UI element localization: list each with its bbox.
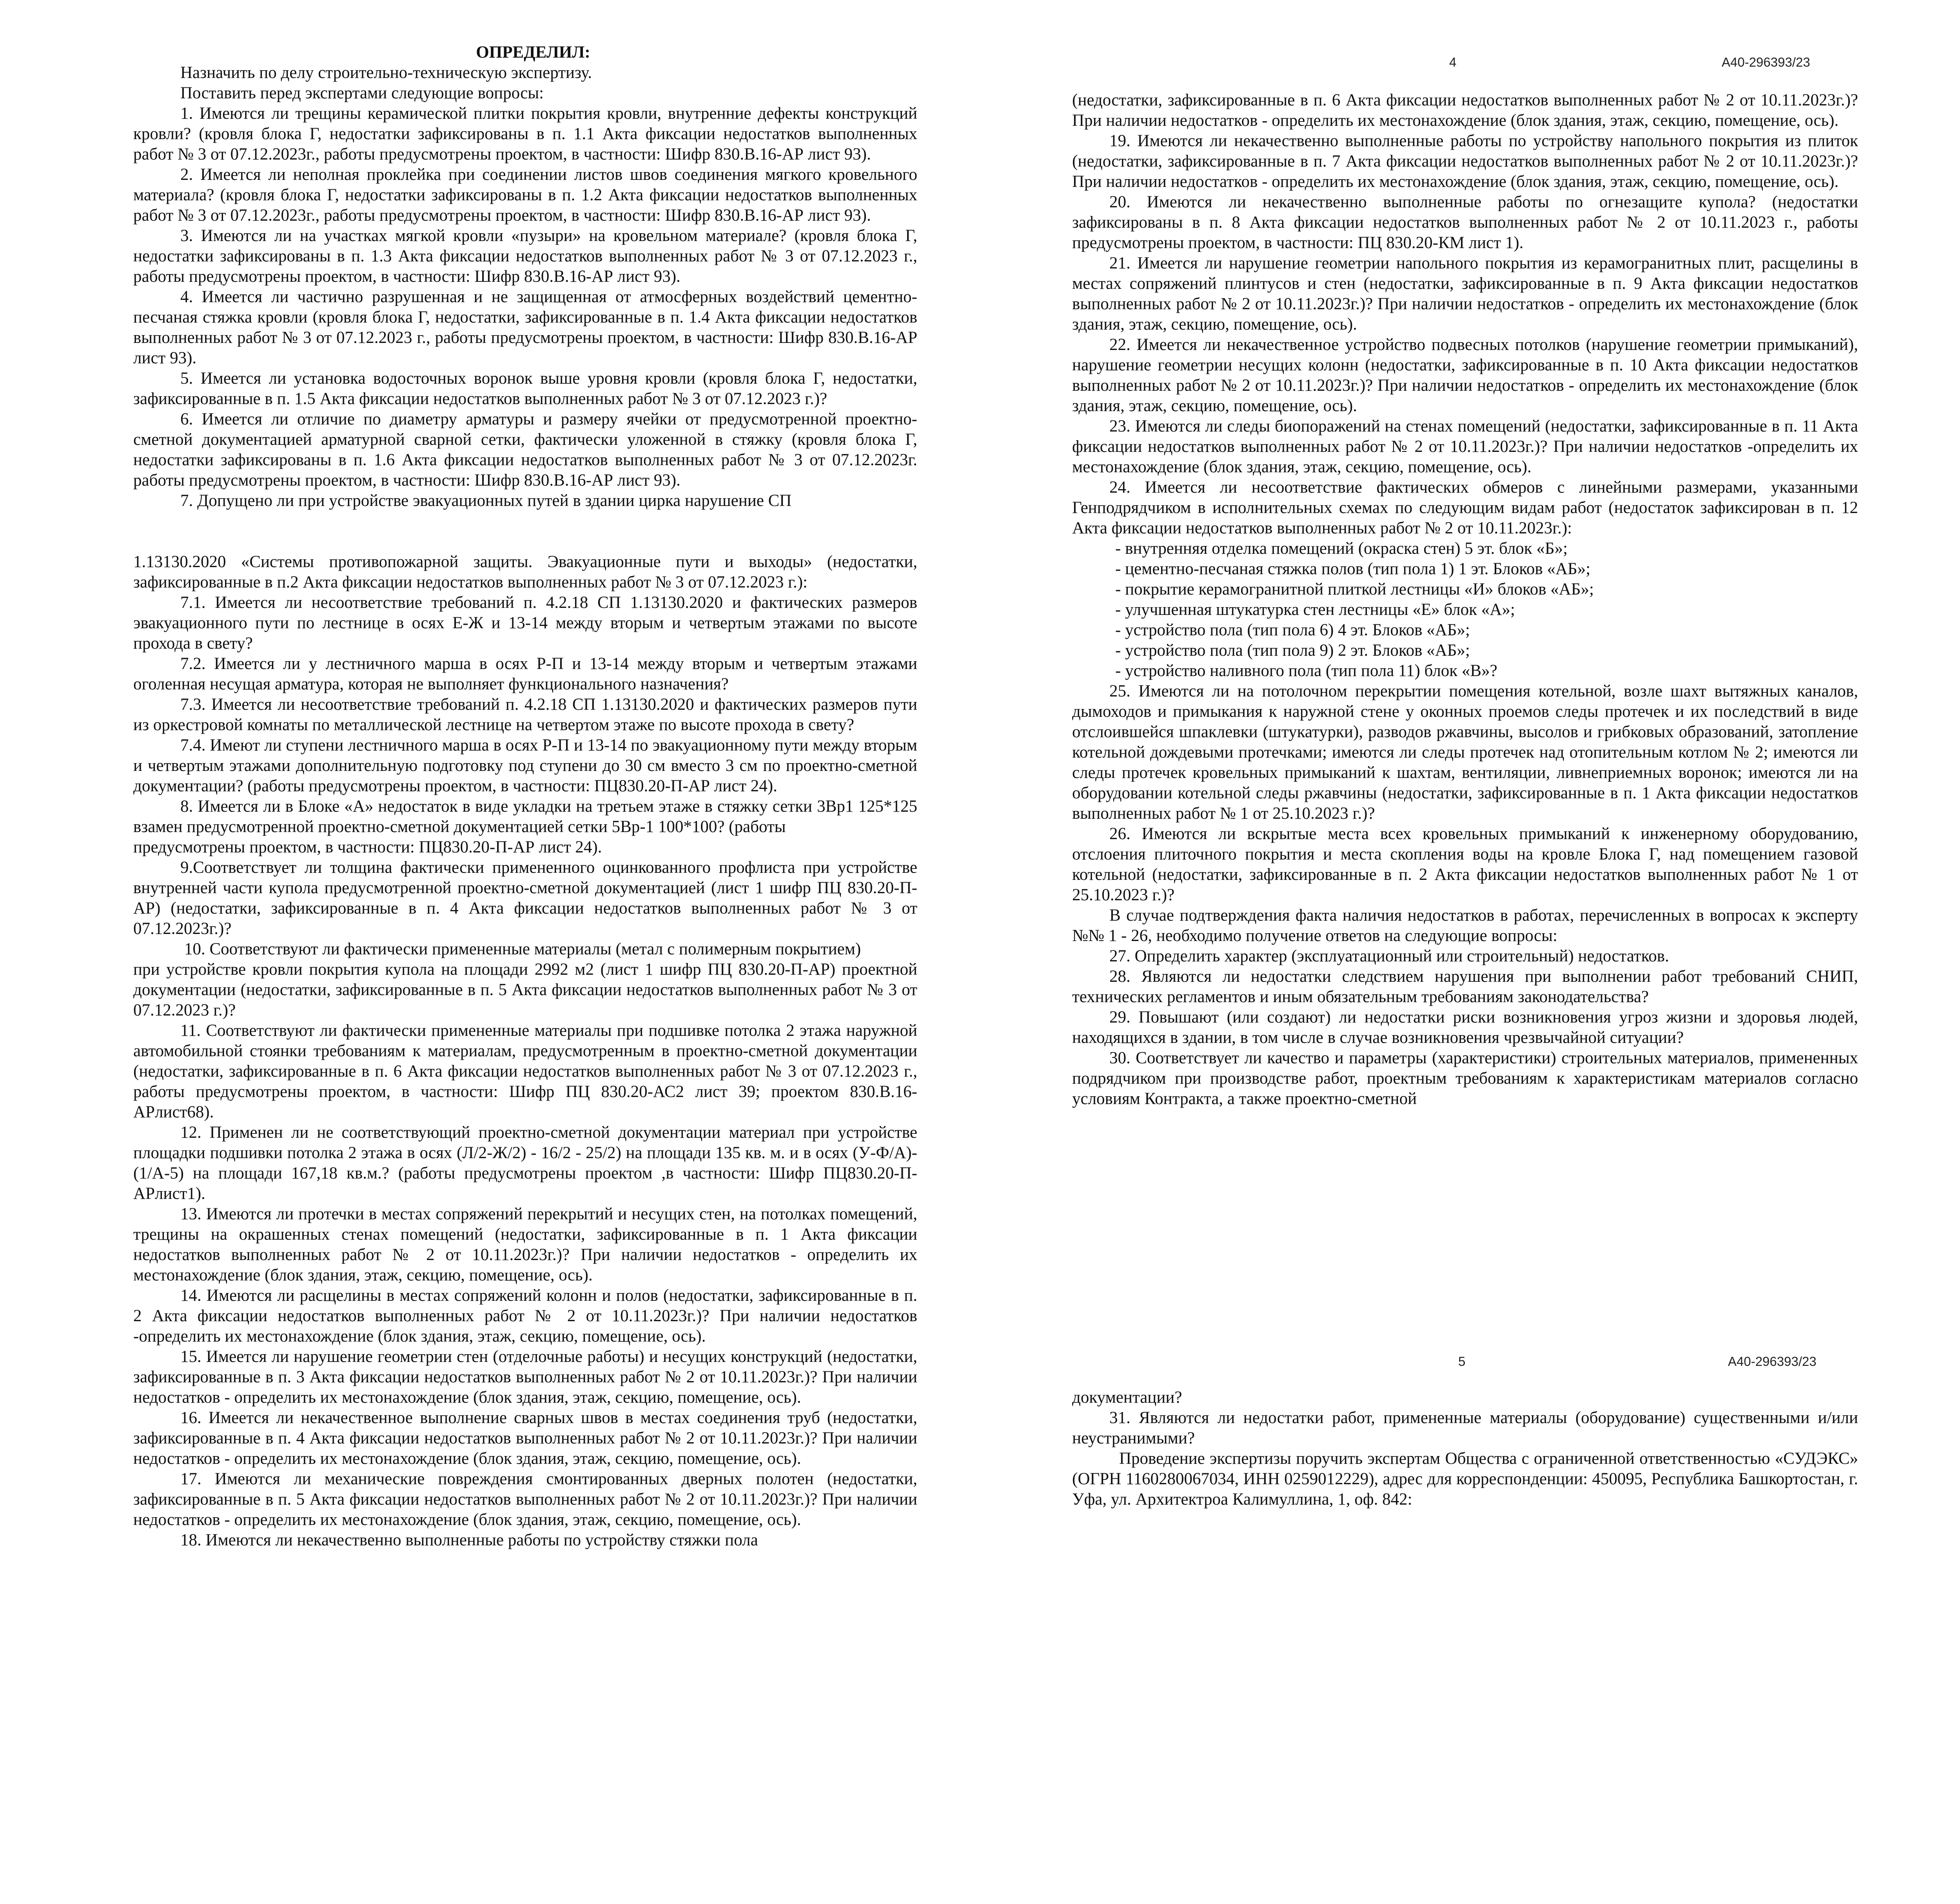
case-number: А40-296393/23 xyxy=(1722,55,1810,69)
question-9: 9.Соответствует ли толщина фактически примененного оцинкованного профлиста при устройстве внутренней части купола предусмотренной проектно-сметной документацией (лист 1 шифр ПЦ 830.20-П-АР) (недостатки, зафиксированные в п. 4 Акта фиксации недостатков выполненных работ № 3 от 07.12.2023г.)? xyxy=(133,858,917,938)
question-18: 18. Имеются ли некачественно выполненные работы по устройству стяжки пола xyxy=(180,1531,758,1549)
page-number: 4 xyxy=(1449,55,1457,69)
question-5: 5. Имеется ли установка водосточных воронок выше уровня кровли (кровля блока Г, недостатки, зафиксированные в п. 1.5 Акта фиксации недостатков выполненных работ № 3 от 07.12.2023 г.)? xyxy=(133,369,917,408)
list-item: - внутренняя отделка помещений (окраска стен) 5 эт. блок «Б»; xyxy=(1115,539,1568,558)
question-7-3: 7.3. Имеется ли несоответствие требований п. 4.2.18 СП 1.13130.2020 и фактических размеров пути из оркестровой комнаты по металлической лестнице на четвертом этаже по высоте прохода в свету? xyxy=(133,695,917,734)
question-1: 1. Имеются ли трещины керамической плитки покрытия кровли, внутренние дефекты конструкций кровли? (кровля блока Г, недостатки зафиксированы в п. 1.1 Акта фиксации недостатков выполненных работ № 3 от 07.12.2023г., работы предусмотрены проектом, в частности: Шифр 830.В.16-АР лист 93). xyxy=(133,104,917,163)
question-31: 31. Являются ли недостатки работ, примененные материалы (оборудование) существенными и/или неустранимыми? xyxy=(1072,1409,1858,1447)
list-item: - устройство пола (тип пола 6) 4 эт. Блоков «АБ»; xyxy=(1115,621,1470,639)
question-27: 27. Определить характер (эксплуатационный или строительный) недостатков. xyxy=(1109,947,1669,965)
section-heading: ОПРЕДЕЛИЛ: xyxy=(476,43,590,62)
question-11: 11. Соответствуют ли фактически примененные материалы при подшивке потолка 2 этажа наружной автомобильной стоянки требованиям к материалам, предусмотренным в проектно-сметной документации (недостатки, зафиксированные в п. 6 Акта фиксации недостатков выполненных работ № 3 от 07.12.2023 г., работы предусмотрены проектом, в частности: Шифр ПЦ 830.20-АС2 лист 39; проектом 830.В.16-АРлист68). xyxy=(133,1021,917,1121)
question-14: 14. Имеются ли расщелины в местах сопряжений колонн и полов (недостатки, зафиксированные в п. 2 Акта фиксации недостатков выполненных работ № 2 от 10.11.2023г.)? При наличии недостатков -определить их местонахождение (блок здания, этаж, секцию, помещение, ось). xyxy=(133,1286,917,1345)
list-item: - устройство наливного пола (тип пола 11) блок «В»? xyxy=(1115,662,1497,680)
question-23: 23. Имеются ли следы биопоражений на стенах помещений (недостатки, зафиксированные в п. 11 Акта фиксации недостатков выполненных работ № 2 от 10.11.2023г.)? При наличии недостатков -определить их местонахождение (блок здания, этаж, секцию, помещение, ось). xyxy=(1072,417,1858,476)
question-26: 26. Имеются ли вскрытые места всех кровельных примыканий к инженерному оборудованию, отслоения плиточного покрытия и места скопления воды на кровле Блока Г, над помещением газовой котельной (недостатки, зафиксированные в п. 2 Акта фиксации недостатков выполненных работ № 1 от 25.10.2023 г.)? xyxy=(1072,825,1858,904)
expert-assignment: Проведение экспертизы поручить экспертам Общества с ограниченной ответственностью «СУДЭКС» (ОГРН 1160280067034, ИНН 0259012229), адрес для корреспонденции: 450095, Республика Башкортостан, г. Уфа, ул. Архитектроа Калимуллина, 1, оф. 842: xyxy=(1072,1449,1858,1509)
question-7-continued: 1.13130.2020 «Системы противопожарной защиты. Эвакуационные пути и выходы» (недостатки, зафиксированные в п.2 Акта фиксации недостатков выполненных работ № 3 от 07.12.2023 г.): xyxy=(133,553,917,591)
question-28: 28. Являются ли недостатки следствием нарушения при выполнении работ требований СНИП, технических регламентов и иным обязательным требованиям законодательства? xyxy=(1072,967,1858,1006)
conditional-note: В случае подтверждения факта наличия недостатков в работах, перечисленных в вопросах к эксперту №№ 1 - 26, необходимо получение ответов на следующие вопросы: xyxy=(1072,906,1858,945)
question-29: 29. Повышают (или создают) ли недостатки риски возникновения угроз жизни и здоровья людей, находящихся в здании, в том числе в случае возникновения чрезвычайной ситуации? xyxy=(1072,1008,1858,1047)
right-column xyxy=(1072,90,1858,1109)
question-19: 19. Имеются ли некачественно выполненные работы по устройству напольного покрытия из плиток (недостатки, зафиксированные в п. 7 Акта фиксации недостатков выполненных работ № 2 от 10.11.2023г.)? При наличии недостатков - определить их местонахождение (блок здания, этаж, секцию, помещение, ось). xyxy=(1072,132,1858,191)
question-15: 15. Имеется ли нарушение геометрии стен (отделочные работы) и несущих конструкций (недостатки, зафиксированные в п. 3 Акта фиксации недостатков выполненных работ № 2 от 10.11.2023г.)? При наличии недостатков - определить их местонахождение (блок здания, этаж, секцию, помещение, ось). xyxy=(133,1347,917,1407)
question-8-continued: предусмотрены проектом, в частности: ПЦ830.20-П-АР лист 24). xyxy=(133,838,602,856)
page5-column xyxy=(1072,1387,1858,1510)
question-2: 2. Имеется ли неполная проклейка при соединении листов швов соединения мягкого кровельного материала? (кровля блока Г, недостатки зафиксированы в п. 1.2 Акта фиксации недостатков выполненных работ № 3 от 07.12.2023г., работы предусмотрены проектом, в частности: Шифр 830.В.16-АР лист 93). xyxy=(133,165,917,225)
left-column xyxy=(133,42,917,1550)
list-item: - цементно-песчаная стяжка полов (тип пола 1) 1 эт. Блоков «АБ»; xyxy=(1115,560,1591,578)
question-7: 7. Допущено ли при устройстве эвакуационных путей в здании цирка нарушение СП xyxy=(180,491,792,510)
question-4: 4. Имеется ли частично разрушенная и не защищенная от атмосферных воздействий цементно-песчаная стяжка кровли (кровля блока Г, недостатки, зафиксированные в п. 1.4 Акта фиксации недостатков выполненных работ № 3 от 07.12.2023 г., работы предусмотрены проектом, в частности: Шифр 830.В.16-АР лист 93). xyxy=(133,288,917,367)
question-10-continued: при устройстве кровли покрытия купола на площади 2992 м2 (лист 1 шифр ПЦ 830.20-П-АР) проектной документации (недостатки, зафиксированные в п. 5 Акта фиксации недостатков выполненных работ № 3 от 07.12.2023 г.)? xyxy=(133,960,917,1019)
question-7-1: 7.1. Имеется ли несоответствие требований п. 4.2.18 СП 1.13130.2020 и фактических размеров эвакуационного пути по лестнице в осях Е-Ж и 13-14 между вторым и четвертым этажами по высоте прохода в свету? xyxy=(133,593,917,653)
page-number: 5 xyxy=(1458,1354,1466,1369)
intro-line: Поставить перед экспертами следующие вопросы: xyxy=(180,84,544,102)
question-7-4: 7.4. Имеют ли ступени лестничного марша в осях Р-П и 13-14 по эвакуационному пути между вторым и четвертым этажами дополнительную подготовку под ступени до 30 см вместо 3 см по проектно-сметной документации? (работы предусмотрены проектом, в частности: ПЦ830.20-П-АР лист 24). xyxy=(133,736,917,795)
question-17: 17. Имеются ли механические повреждения смонтированных дверных полотен (недостатки, зафиксированные в п. 5 Акта фиксации недостатков выполненных работ № 2 от 10.11.2023г.)? При наличии недостатков - определить их местонахождение (блок здания, этаж, секцию, помещение, ось). xyxy=(133,1470,917,1529)
question-16: 16. Имеется ли некачественное выполнение сварных швов в местах соединения труб (недостатки, зафиксированные в п. 4 Акта фиксации недостатков выполненных работ № 2 от 10.11.2023г.)? При наличии недостатков - определить их местонахождение (блок здания, этаж, секцию, помещение, ось). xyxy=(133,1409,917,1468)
intro-line: Назначить по делу строительно-техническую экспертизу. xyxy=(180,63,592,82)
question-3: 3. Имеются ли на участках мягкой кровли «пузыри» на кровельном материале? (кровля блока Г, недостатки зафиксированы в п. 1.3 Акта фиксации недостатков выполненных работ № 3 от 07.12.2023 г., работы предусмотрены проектом, в частности: Шифр 830.В.16-АР лист 93). xyxy=(133,227,917,286)
question-12: 12. Применен ли не соответствующий проектно-сметной документации материал при устройстве площадки подшивки потолка 2 этажа в осях (Л/2-Ж/2) - 16/2 - 25/2) на площади 135 кв. м. и в осях (У-Ф/А)- (1/А-5) на площади 167,18 кв.м.? (работы предусмотрены проектом ,в частности: Шифр ПЦ830.20-П-АРлист1). xyxy=(133,1123,917,1203)
question-7-2: 7.2. Имеется ли у лестничного марша в осях Р-П и 13-14 между вторым и четвертым этажами оголенная несущая арматура, которая не выполняет функционального назначения? xyxy=(133,655,917,693)
question-25: 25. Имеются ли на потолочном перекрытии помещения котельной, возле шахт вытяжных каналов, дымоходов и примыкания к наружной стене у оконных проемов следы протечек и их последствий в виде отслоившейся шпаклевки (штукатурки), разводов ржавчины, высолов и грибковых образований, затопление котельной дождевыми протечками; имеются ли следы протечек над отопительным котлом № 2; имеются ли следы протечек кровельных примыканий к шахтам, вентиляции, ливнеприемных воронок; имеются ли на оборудовании котельной следы ржавчины (недостатки, зафиксированные в п. 1 Акта фиксации недостатков выполненных работ № 1 от 25.10.2023 г.)? xyxy=(1072,682,1858,823)
question-13: 13. Имеются ли протечки в местах сопряжений перекрытий и несущих стен, на потолках помещений, трещины на окрашенных стенах помещений (недостатки, зафиксированные в п. 1 Акта фиксации недостатков выполненных работ № 2 от 10.11.2023г.)? При наличии недостатков - определить их местонахождение (блок здания, этаж, секцию, помещение, ось). xyxy=(133,1205,917,1284)
question-22: 22. Имеется ли некачественное устройство подвесных потолков (нарушение геометрии примыканий), нарушение геометрии несущих колонн (недостатки, зафиксированные в п. 10 Акта фиксации недостатков выполненных работ № 2 от 10.11.2023г.)? При наличии недостатков - определить их местонахождение (блок здания, этаж, секцию, помещение, ось). xyxy=(1072,335,1858,415)
question-20: 20. Имеются ли некачественно выполненные работы по огнезащите купола? (недостатки зафиксированы в п. 8 Акта фиксации недостатков выполненных работ № 2 от 10.11.2023 г., работы предусмотрены проектом, в частности: ПЦ 830.20-КМ лист 1). xyxy=(1072,193,1858,252)
question-8: 8. Имеется ли в Блоке «А» недостаток в виде укладки на третьем этаже в стяжку сетки 3Вр1 125*125 взамен предусмотренной проектно-сметной документацией сетки 5Вр-1 100*100? (работы xyxy=(133,797,917,836)
question-30: 30. Соответствует ли качество и параметры (характеристики) строительных материалов, примененных подрядчиком при производстве работ, проектным требованиям к характеристикам материалов согласно условиям Контракта, а также проектно-сметной xyxy=(1072,1049,1858,1108)
question-18-continued: (недостатки, зафиксированные в п. 6 Акта фиксации недостатков выполненных работ № 2 от 10.11.2023г.)? При наличии недостатков - определить их местонахождение (блок здания, этаж, секцию, помещение, ось). xyxy=(1072,91,1858,130)
question-24: 24. Имеется ли несоответствие фактических обмеров с линейными размерами, указанными Генподрядчиком в исполнительных схемах по следующим видам работ (недостаток зафиксирован в п. 12 Акта фиксации недостатков выполненных работ № 2 от 10.11.2023г.): xyxy=(1072,478,1858,537)
question-21: 21. Имеется ли нарушение геометрии напольного покрытия из керамогранитных плит, расщелины в местах сопряжений плинтусов и стен (недостатки, зафиксированные в п. 9 Акта фиксации недостатков выполненных работ № 2 от 10.11.2023г.)? При наличии недостатков - определить их местонахождение (блок здания, этаж, секцию, помещение, ось). xyxy=(1072,254,1858,334)
list-item: - улучшенная штукатурка стен лестницы «Е» блок «А»; xyxy=(1115,600,1515,619)
case-number: А40-296393/23 xyxy=(1728,1354,1817,1369)
question-6: 6. Имеется ли отличие по диаметру арматуры и размеру ячейки от предусмотренной проектно-сметной документацией арматурной сварной сетки, фактически уложенной в стяжку (кровля блока Г, недостатки зафиксированы в п. 1.6 Акта фиксации недостатков выполненных работ № 3 от 07.12.2023г. работы предусмотрены проектом, в частности: Шифр 830.В.16-АР лист 93). xyxy=(133,410,917,490)
question-30-continued: документации? xyxy=(1072,1388,1182,1407)
list-item: - устройство пола (тип пола 9) 2 эт. Блоков «АБ»; xyxy=(1115,641,1470,660)
list-item: - покрытие керамогранитной плиткой лестницы «И» блоков «АБ»; xyxy=(1115,580,1594,598)
question-10: 10. Соответствуют ли фактически примененные материалы (метал с полимерным покрытием) xyxy=(184,940,861,958)
